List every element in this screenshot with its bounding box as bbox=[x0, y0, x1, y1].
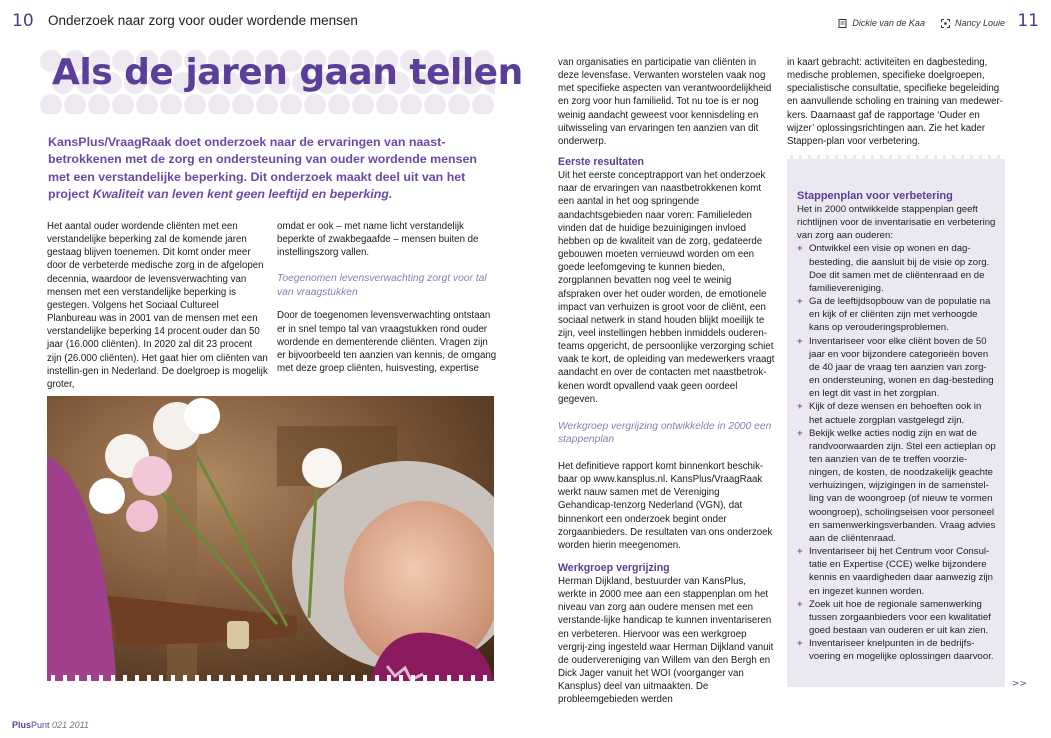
step-item: + Inventariseer bij het Centrum voor Consul-tatie en Expertise (CCE) welke bijzondere kennis en vaardigheden daar aanwezig zijn en ingezet kunnen worden. bbox=[797, 545, 997, 598]
brand-punt: Punt bbox=[31, 720, 50, 730]
intro-lead bbox=[48, 134, 498, 203]
decorative-dot bbox=[328, 94, 350, 114]
page-header bbox=[0, 8, 1051, 34]
paragraph: Herman Dijkland, bestuurder van KansPlus, werkte in 2000 mee aan een stappenplan om het niveau van zorg aan oudere mensen met een verstande-lijke handicap te kunnen inventariseren en verbeteren. Hiervoor was een werkgroep vergrij-zing ingesteld waar Herman Dijkland vanuit de oudervereniging van Willem van den Bergh en Dick Jager vanuit het WOI (voorganger van Kansplus) deel van uitmaakten. De probleemgebieden werden bbox=[558, 576, 774, 706]
column-2 bbox=[277, 220, 497, 388]
page-number-left: 10 bbox=[12, 11, 34, 31]
subheading: Werkgroep vergrijzing ontwikkelde in 2000 een stappenplan bbox=[558, 420, 772, 446]
paragraph: Het definitieve rapport komt binnenkort beschik-baar op www.kansplus.nl. KansPlus/VraagRaak werkt nauw samen met de Vereniging Gehandicap-tenzorg Nederland (VGN), dat binnenkort een onderzoek begint onder zorgaanbieders. De resultaten van ons onderzoek worden hierin meegenomen. bbox=[558, 460, 773, 551]
decorative-dot bbox=[40, 94, 62, 114]
decorative-dot bbox=[232, 94, 254, 114]
column-1 bbox=[47, 220, 269, 404]
decorative-dot bbox=[400, 94, 422, 114]
decorative-dot bbox=[184, 94, 206, 114]
title-part-1: Als de bbox=[52, 52, 186, 93]
article-photo bbox=[47, 396, 494, 687]
step-list bbox=[797, 242, 997, 663]
page-number-right: 11 bbox=[1017, 11, 1039, 31]
paragraph: in kaart gebracht: activiteiten en dagbesteding, medische problemen, specifieke doelgroepen, specialistische consultatie, specifieke begeleiding en aanvullende scholing en training van medewer-kers. Daarnaast gaf de rapportage ‘Ouder en wijzer’ oplossingsrichtingen aan. Zie het kader Stappen-plan voor verbetering. bbox=[787, 57, 1003, 147]
stappenplan-box bbox=[787, 161, 1005, 687]
box-title: Stappenplan voor verbetering bbox=[797, 190, 953, 202]
box-torn-edge bbox=[787, 155, 1005, 163]
photo-credit bbox=[941, 18, 1005, 28]
decorative-dot bbox=[448, 94, 470, 114]
column-3 bbox=[558, 56, 776, 720]
decorative-dot bbox=[376, 94, 398, 114]
step-item: + Kijk of deze wensen en behoeften ook in het actuele zorgplan vastgelegd zijn. bbox=[797, 400, 997, 426]
decorative-dot bbox=[160, 94, 182, 114]
decorative-dot bbox=[280, 94, 302, 114]
photo-torn-edge bbox=[47, 673, 494, 687]
brand-plus: Plus bbox=[12, 720, 32, 730]
text-credit bbox=[838, 18, 925, 28]
issue-number: 021 2011 bbox=[52, 720, 89, 730]
subheading: Werkgroep vergrijzing bbox=[558, 562, 670, 574]
column-4 bbox=[787, 56, 1009, 161]
step-item: + Ga de leeftijdsopbouw van de populatie na en kijk of er cliënten zijn met verhoogde kans op verouderingsproblemen. bbox=[797, 295, 997, 334]
paragraph: Het aantal ouder wordende cliënten met een verstandelijke beperking zal de komende jaren gestaag blijven toenemen. Dit komt onder meer door de verbeterde medische zorg in de afgelopen decennia, waardoor de levensverwachting van mensen met een verstandelijke beperking is gestegen. Volgens het Sociaal Cultureel Planbureau was in 2001 van de mensen met een verstandelijke beperking 14 procent ouder dan 50 jaar (16.000 cliënten). In 2020 zal dit 23 procent zijn (26.000 cliënten). Het gaat hier om cliënten van instellin-gen in Nederland. De doelgroep is mogelijk groter, bbox=[47, 221, 268, 390]
text-credit-name: Dickie van de Kaa bbox=[852, 18, 925, 28]
decorative-dot bbox=[472, 94, 494, 114]
paragraph: omdat er ook – met name licht verstandelijk beperkte of zwakbegaafde – mensen buiten de instellingszorg vallen. bbox=[277, 221, 479, 259]
stappenplan-content bbox=[797, 189, 997, 663]
decorative-dot bbox=[136, 94, 158, 114]
magazine-footer bbox=[12, 720, 89, 730]
paragraph: Uit het eerste conceptrapport van het onderzoek naar de ervaringen van naastbetrokkenen komt een aantal in het oog springende aandachtsgebieden naar voren: Familieleden vinden dat de huidige bezuinigingen invloed hebben op de kwaliteit van de zorg, gedateerde gebouwen moeten vernieuwd worden om een goede leefomgeving te kunnen bieden, zorgplannen bevatten nog veel te weinig afspraken over het ouder worden, de emotionele impact van verhuizen is groot voor de cliënt, een sociaal netwerk in stand houden blijkt moeilijk te zijn, veel instellingen hebben inmiddels ouderen-teams opgericht, de persoonlijke verzorging schiet vaak te kort, de opleiding van medewerkers vraagt aandacht en over de contacten met naastbetrok-kenen wordt opvallend vaak geen oordeel gegeven. bbox=[558, 170, 775, 405]
project-name: Kwaliteit van leven kent geen leeftijd en beperking. bbox=[92, 186, 393, 201]
document-icon bbox=[838, 19, 847, 28]
decorative-dot bbox=[208, 94, 230, 114]
photo-elderly-woman-flowers bbox=[47, 396, 494, 687]
paragraph: Door de toegenomen levensverwachting ontstaan er in snel tempo tal van vraagstukken rond ouder wordende en dementerende cliënten. Vragen zijn er bijvoorbeeld ten aanzien van kennis, de omgang met deze groep cliënten, huisvesting, expertise bbox=[277, 310, 497, 375]
subheading: Eerste resultaten bbox=[558, 156, 644, 169]
subheading: Toegenomen levensverwachting zorgt voor tal van vraagstukken bbox=[277, 273, 487, 298]
decorative-dot bbox=[256, 94, 278, 114]
decorative-dot bbox=[112, 94, 134, 114]
continue-arrow: >> bbox=[1012, 679, 1028, 689]
step-item: + Ontwikkel een visie op wonen en dag-besteding, die aansluit bij de visie op zorg. Doe dit samen met de cliëntenraad en de familievereniging. bbox=[797, 242, 997, 295]
article-title bbox=[52, 52, 523, 93]
decorative-dot bbox=[424, 94, 446, 114]
decorative-dot bbox=[88, 94, 110, 114]
decorative-dot bbox=[352, 94, 374, 114]
credits bbox=[838, 18, 1005, 28]
title-part-2: gaan tellen bbox=[287, 52, 523, 93]
step-item: + Inventariseer voor elke cliënt boven de 50 jaar en voor bijzondere categorieën boven de 40 jaar de vraag ten aanzien van zorg- en ondersteuning, wonen en dag-besteding en legt dit vast in het zorgplan. bbox=[797, 335, 997, 401]
box-intro: Het in 2000 ontwikkelde stappenplan geeft richtlijnen voor de inventarisatie en verbetering van zorg aan ouderen: bbox=[797, 204, 996, 242]
title-bold-word: jaren bbox=[185, 52, 288, 93]
step-item: + Zoek uit hoe de regionale samenwerking tussen zorgaanbieders voor een kwalitatief goed bestaan van ouderen er uit kan zien. bbox=[797, 598, 997, 637]
decorative-dot bbox=[304, 94, 326, 114]
running-title: Onderzoek naar zorg voor ouder wordende mensen bbox=[48, 13, 358, 28]
paragraph: van organisaties en participatie van cliënten in deze levensfase. Verwanten worstelen vaak nog met specifieke aspecten van verantwoordelijkheid en zorg voor hun familielid. Tot nu toe is er nog weinig aandacht geweest voor kennisdeling en uitwisseling van ervaringen ten aanzien van dit onderwerp. bbox=[558, 57, 772, 147]
decorative-dot bbox=[64, 94, 86, 114]
camera-frame-icon bbox=[941, 19, 950, 28]
photo-credit-name: Nancy Louie bbox=[954, 18, 1005, 28]
step-item: + Bekijk welke acties nodig zijn en wat de randvoorwaarden zijn. Stel een actieplan op ten aanzien van de te treffen voorzie-ningen, de kosten, de noodzakelijk geachte verhuizingen, wijzigingen in de samenstel-ling van de woongroep (of nieuw te vormen woongroep), scholingseisen voor personeel en samenwerkingsverbanden. Vraag advies aan de cliëntenraad. bbox=[797, 427, 997, 545]
intro-text: KansPlus/VraagRaak doet onderzoek naar de ervaringen van naast-betrokkenen met de zorg en ondersteuning van ouder wordende mensen met een verstandelijke beperking. Dit onderzoek maakt deel uit van het project bbox=[48, 135, 477, 201]
step-item: + Inventariseer knelpunten in de bedrijfs-voering en mogelijke oplossingen daarvoor. bbox=[797, 637, 997, 663]
